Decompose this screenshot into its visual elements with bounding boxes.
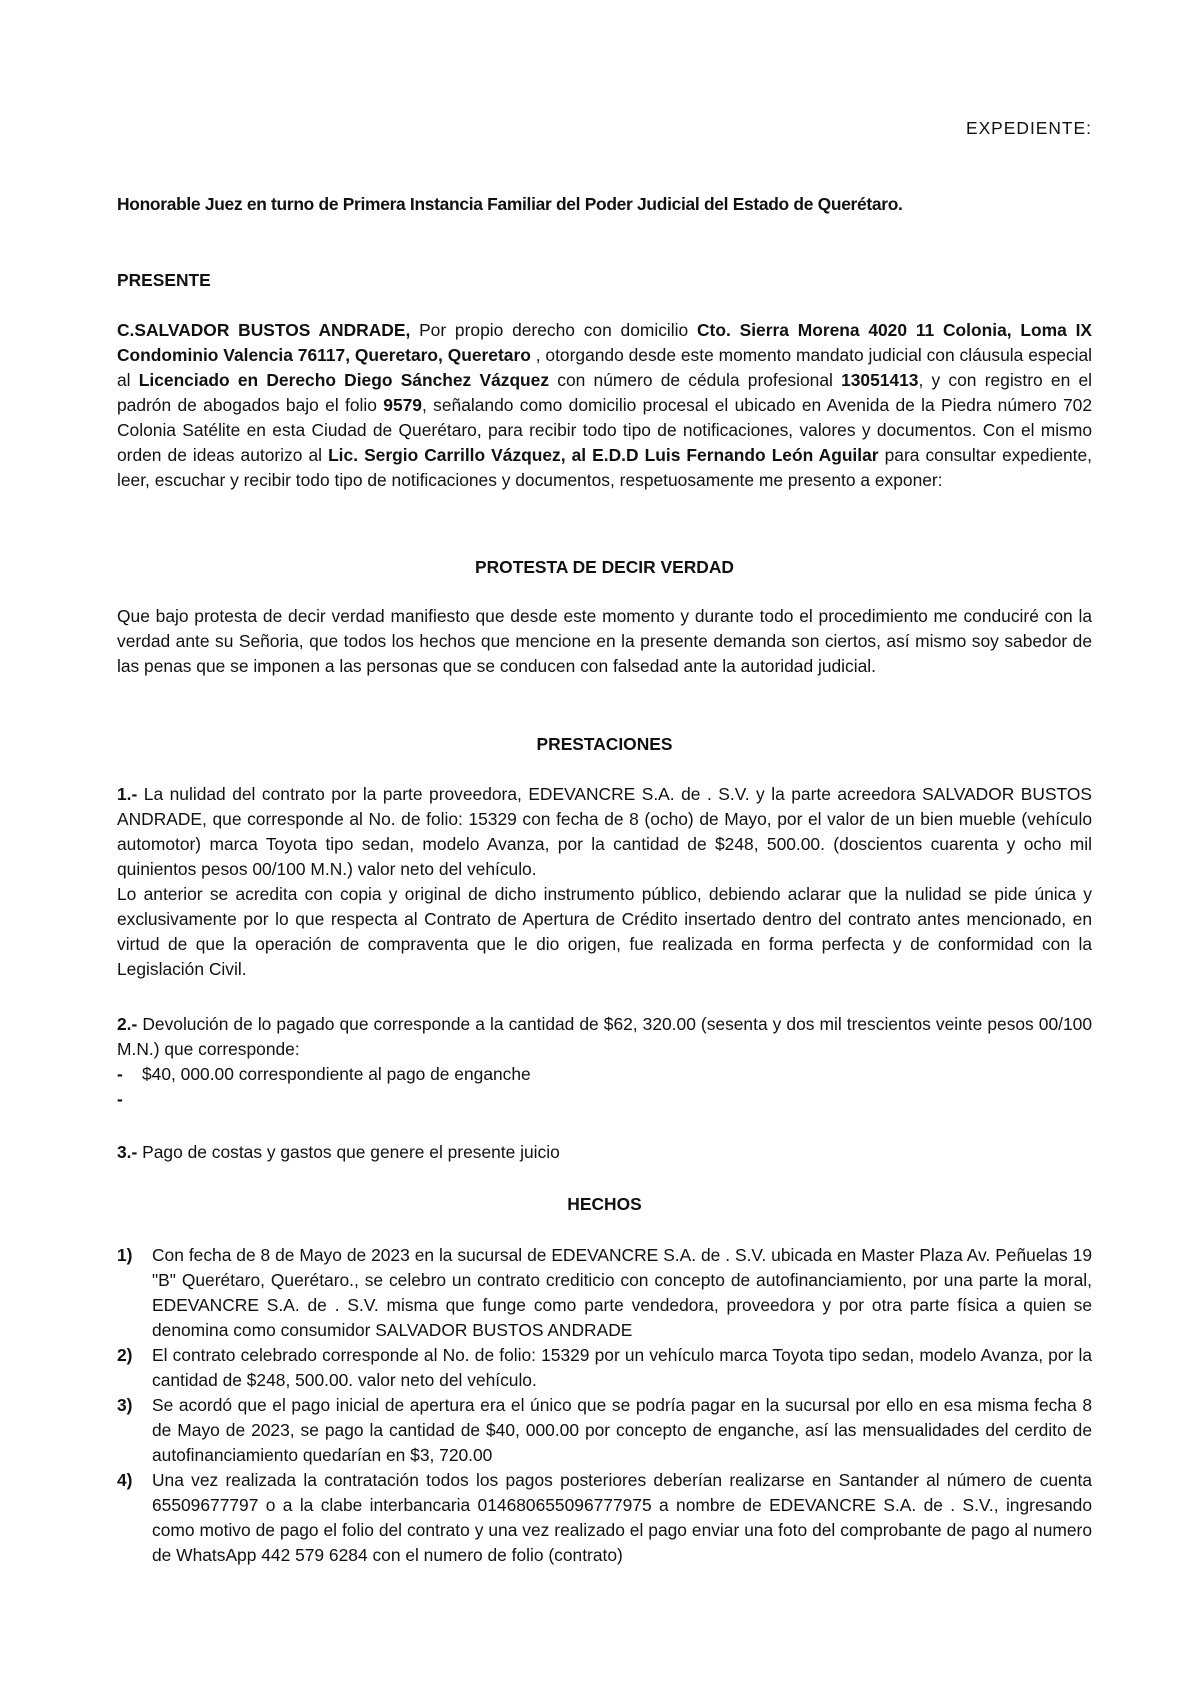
dash-bullet: - xyxy=(117,1089,123,1109)
expediente-label: EXPEDIENTE: xyxy=(965,118,1092,138)
hechos-heading: HECHOS xyxy=(567,1194,642,1214)
prestaciones-heading: PRESTACIONES xyxy=(536,734,673,754)
list-item: - $40, 000.00 correspondiente al pago de enganche xyxy=(117,1062,1092,1087)
prestacion-3-number: 3.- xyxy=(117,1142,138,1162)
lawyer-name: Licenciado en Derecho Diego Sánchez Vázquez xyxy=(138,370,550,390)
prestacion-3: 3.- Pago de costas y gastos que genere el presente juicio xyxy=(117,1142,560,1162)
prestacion-1-number: 1.- xyxy=(117,784,138,804)
intro-paragraph: C.SALVADOR BUSTOS ANDRADE, Por propio derecho con domicilio Cto. Sierra Morena 4020 11 Colonia, Loma IX Condominio Valencia 76117, Queretaro, Queretaro , otorgando desde este momento mandato judicial con cláusula especial al Licenciado en Derecho Diego Sánchez Vázquez con número de cédula profesional 13051413, y con registro en el padrón de abogados bajo el folio 9579, señalando como domicilio procesal el ubicado en Avenida de la Piedra número 702 Colonia Satélite en esta Ciudad de Querétaro, para recibir todo tipo de notificaciones, valores y documentos. Con el mismo orden de ideas autorizo al Lic. Sergio Carrillo Vázquez, al E.D.D Luis Fernando León Aguilar para consultar expediente, leer, escuchar y recibir todo tipo de notificaciones y documentos, respetuosamente me presento a exponer: xyxy=(117,320,1093,490)
hechos-list xyxy=(117,1243,1092,1568)
petitioner-name: C.SALVADOR BUSTOS ANDRADE, xyxy=(117,320,411,340)
list-item xyxy=(117,1087,1092,1112)
list-item: 3) Se acordó que el pago inicial de apertura era el único que se podría pagar en la sucursal por ello en esa misma fecha 8 de Mayo de 2023, se pago la cantidad de $40, 000.00 por concepto de enganche, así las mensualidades del cerdito de autofinanciamiento quedarían en $3, 720.00 xyxy=(117,1395,1092,1465)
presente-heading: PRESENTE xyxy=(117,270,211,290)
protesta-heading: PROTESTA DE DECIR VERDAD xyxy=(475,557,734,577)
list-item: 2) El contrato celebrado corresponde al No. de folio: 15329 por un vehículo marca Toyota tipo sedan, modelo Avanza, por la cantidad de $248, 500.00. valor neto del vehículo. xyxy=(117,1345,1092,1390)
list-item: 4) Una vez realizada la contratación todos los pagos posteriores deberían realizarse en Santander al número de cuenta 65509677797 o a la clabe interbancaria 014680655096777975 a nombre de EDEVANCRE S.A. de . S.V., ingresando como motivo de pago el folio del contrato y una vez realizado el pago enviar una foto del comprobante de pago al numero de WhatsApp 442 579 6284 con el numero de folio (contrato) xyxy=(117,1470,1092,1565)
petitioner-address: Cto. Sierra Morena 4020 11 Colonia, Loma IX Condominio Valencia 76117, Queretaro, Queretaro xyxy=(117,320,1092,365)
prestacion-2-number: 2.- xyxy=(117,1014,138,1034)
addressee: Honorable Juez en turno de Primera Instancia Familiar del Poder Judicial del Estado de Querétaro. xyxy=(117,194,903,214)
folio-number: 9579 xyxy=(383,395,422,415)
protesta-paragraph: Que bajo protesta de decir verdad manifiesto que desde este momento y durante todo el procedimiento me conduciré con la verdad ante su Señoria, que todos los hechos que mencione en la presente demanda son ciertos, así mismo soy sabedor de las penas que se imponen a las personas que se conducen con falsedad ante la autoridad judicial. xyxy=(117,606,1092,676)
dash-bullet: - xyxy=(117,1064,123,1084)
prestacion-2: 2.- Devolución de lo pagado que corresponde a la cantidad de $62, 320.00 (sesenta y dos mil trescientos veinte pesos 00/100 M.N.) que corresponde: - $40, 000.00 correspondiente al pago de enganche - xyxy=(117,1012,1092,1112)
prestacion-1-detail: Lo anterior se acredita con copia y original de dicho instrumento público, debiendo aclarar que la nulidad se pide única y exclusivamente por lo que respecta al Contrato de Apertura de Crédito insertado dentro del contrato antes mencionado, en virtud de que la operación de compraventa que le dio origen, fue realizada en forma perfecta y de conformidad con la Legislación Civil. xyxy=(117,884,1092,979)
cedula-number: 13051413 xyxy=(841,370,919,390)
list-item: 1) Con fecha de 8 de Mayo de 2023 en la sucursal de EDEVANCRE S.A. de . S.V. ubicada en Master Plaza Av. Peñuelas 19 "B" Querétaro, Querétaro., se celebro un contrato crediticio con concepto de autofinanciamiento, por una parte la moral, EDEVANCRE S.A. de . S.V. misma que funge como parte vendedora, proveedora y por otra parte física a quien se denomina como consumidor SALVADOR BUSTOS ANDRADE xyxy=(117,1245,1092,1340)
prestacion-1: 1.- La nulidad del contrato por la parte proveedora, EDEVANCRE S.A. de . S.V. y la parte acreedora SALVADOR BUSTOS ANDRADE, que corresponde al No. de folio: 15329 con fecha de 8 (ocho) de Mayo, por el valor de un bien mueble (vehículo automotor) marca Toyota tipo sedan, modelo Avanza, por la cantidad de $248, 500.00. (doscientos cuarenta y ocho mil quinientos pesos 00/100 M.N.) valor neto del vehículo. Lo anterior se acredita con copia y original de dicho instrumento público, debiendo aclarar que la nulidad se pide única y exclusivamente por lo que respecta al Contrato de Apertura de Crédito insertado dentro del contrato antes mencionado, en virtud de que la operación de compraventa que le dio origen, fue realizada en forma perfecta y de conformidad con la Legislación Civil. xyxy=(117,784,1092,979)
authorized-persons: Lic. Sergio Carrillo Vázquez, al E.D.D Luis Fernando León Aguilar xyxy=(328,445,879,465)
